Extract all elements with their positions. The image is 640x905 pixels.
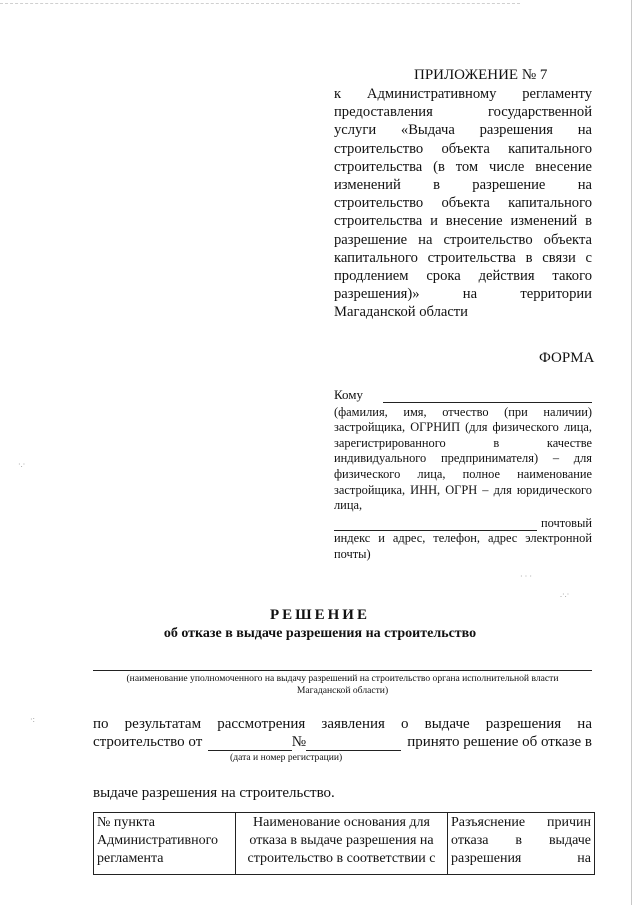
authority-blank-line bbox=[93, 670, 592, 671]
recipient-block bbox=[334, 387, 592, 563]
scan-speck: .·.· bbox=[560, 590, 570, 599]
appendix-title: ПРИЛОЖЕНИЕ № 7 bbox=[414, 67, 548, 83]
approval-line: строительства (в том числе внесение bbox=[334, 158, 592, 175]
approval-line: разрешения)» на территории bbox=[334, 286, 592, 303]
cell-line: строительство в соответствии с bbox=[247, 851, 436, 866]
body-line-prefix: строительство от bbox=[93, 734, 203, 750]
scan-edge-top bbox=[0, 3, 520, 4]
cell-line: отказа в выдаче разрешения на bbox=[249, 833, 434, 848]
decision-body bbox=[93, 715, 592, 751]
cell-line: Административного bbox=[97, 833, 219, 848]
approval-reference bbox=[334, 85, 592, 322]
recipient-description-line: застройщика, ИНН, ОГРН – для юридического bbox=[334, 482, 592, 497]
number-sign: № bbox=[291, 734, 307, 750]
recipient-description-line: зарегистрированного в качестве bbox=[334, 435, 592, 450]
recipient-blank-line bbox=[383, 390, 592, 403]
decision-subtitle: об отказе в выдаче разрешения на строительство bbox=[163, 626, 477, 641]
approval-line: строительство объекта капитального bbox=[334, 195, 592, 212]
decision-title: РЕШЕНИЕ bbox=[270, 607, 370, 623]
postal-blank-line bbox=[334, 518, 537, 531]
recipient-description-line: (фамилия, имя, отчество (при наличии) bbox=[334, 404, 592, 419]
body-line-registration bbox=[93, 733, 592, 751]
recipient-label: Кому bbox=[334, 387, 364, 402]
approval-line: к Административному регламенту bbox=[334, 86, 592, 102]
issue-text: выдаче разрешения на строительство. bbox=[93, 785, 335, 801]
approval-line: Магаданской области bbox=[334, 304, 468, 321]
cell-line: регламента bbox=[97, 851, 164, 866]
scan-speck: ·.· bbox=[18, 460, 26, 469]
scan-speck: ·: bbox=[30, 715, 35, 724]
cell-text bbox=[97, 814, 232, 868]
refusal-reasons-table bbox=[93, 812, 595, 875]
table-header-cell bbox=[94, 813, 236, 875]
recipient-description-line: индивидуального предпринимателя) – для bbox=[334, 451, 592, 466]
form-label: ФОРМА bbox=[539, 350, 595, 366]
recipient-description-line: физического лица, полное наименование bbox=[334, 466, 592, 481]
recipient-row bbox=[334, 387, 592, 403]
cell-line: Разъяснение причин bbox=[451, 815, 591, 830]
cell-line: разрешения на bbox=[451, 851, 591, 866]
approval-line: изменений в разрешение на bbox=[334, 177, 592, 194]
approval-line: предоставления государственной bbox=[334, 104, 592, 121]
approval-line: строительства и внесение изменений в bbox=[334, 213, 592, 230]
cell-text bbox=[451, 814, 591, 868]
table-header-cell bbox=[448, 813, 595, 875]
address-line: индекс и адрес, телефон, адрес электронной bbox=[334, 531, 592, 546]
postal-row bbox=[334, 516, 592, 532]
approval-line: строительство объекта капитального bbox=[334, 140, 592, 157]
body-line: по результатам рассмотрения заявления о выдаче разрешения на bbox=[93, 716, 592, 732]
cell-line: отказа в выдаче bbox=[451, 833, 591, 848]
authority-caption-line: (наименование уполномоченного на выдачу разрешений на строительство органа исполнительной власти bbox=[126, 673, 559, 684]
authority-caption bbox=[93, 673, 592, 697]
approval-line: продлением срока действия такого bbox=[334, 268, 592, 285]
approval-line: капитального строительства в связи с bbox=[334, 249, 592, 266]
cell-line: № пункта bbox=[97, 815, 155, 830]
table-row bbox=[94, 813, 595, 875]
authority-caption-line: Магаданской области) bbox=[296, 685, 389, 696]
recipient-description-line: лица, bbox=[334, 498, 363, 513]
registration-number-blank bbox=[306, 736, 401, 751]
body-line-suffix: принято решение об отказе в bbox=[407, 734, 592, 750]
scan-edge-right bbox=[631, 0, 632, 905]
recipient-description-line: застройщика, ОГРНИП (для физического лица, bbox=[334, 420, 592, 435]
approval-line: услуги «Выдача разрешения на bbox=[334, 122, 592, 139]
scan-speck: · · · bbox=[520, 572, 532, 581]
table-header-cell bbox=[236, 813, 448, 875]
approval-line: разрешение на строительство объекта bbox=[334, 231, 592, 248]
postal-label: почтовый bbox=[541, 515, 592, 530]
address-line: почты) bbox=[334, 546, 371, 561]
date-blank bbox=[208, 736, 291, 751]
registration-caption: (дата и номер регистрации) bbox=[230, 752, 343, 763]
cell-line: Наименование основания для bbox=[253, 815, 430, 830]
cell-text bbox=[239, 814, 444, 868]
